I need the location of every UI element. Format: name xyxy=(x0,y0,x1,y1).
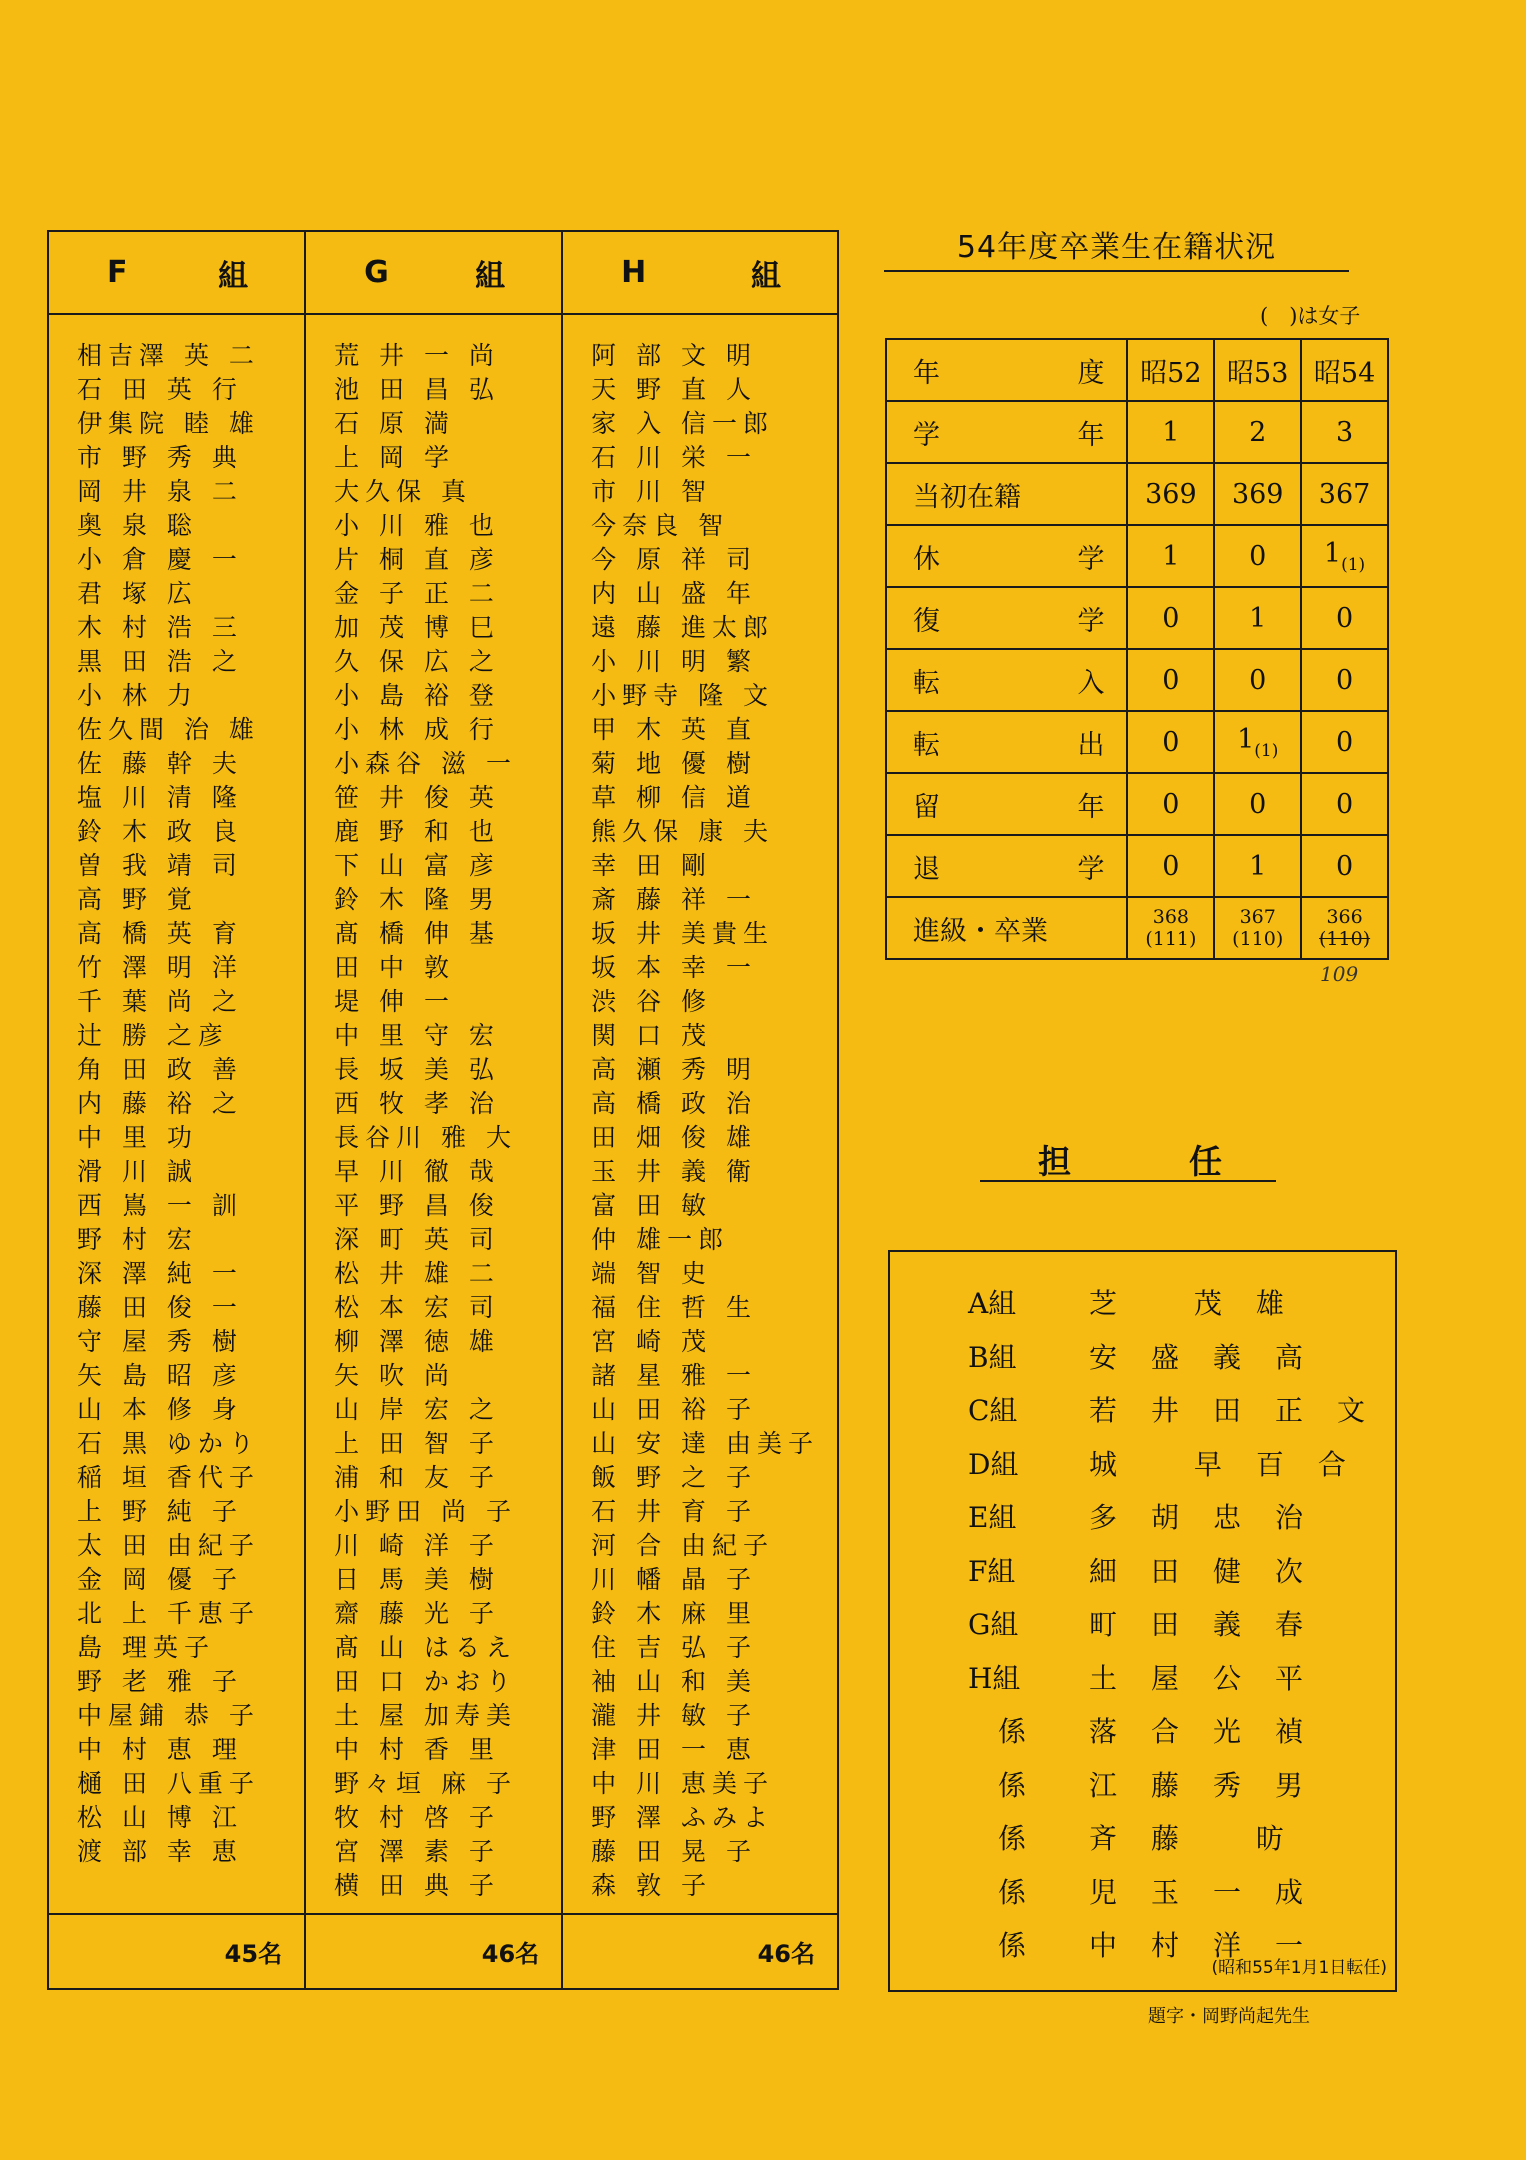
status-value xyxy=(1127,897,1214,959)
student-name: 相吉澤 英 二 xyxy=(77,341,260,370)
student-name: 髙 橋 伸 基 xyxy=(334,919,500,948)
teacher-title-char: 任 xyxy=(1189,1142,1222,1181)
label-char: 転 xyxy=(913,729,940,761)
student-name: 長 坂 美 弘 xyxy=(334,1055,500,1084)
status-row xyxy=(886,401,1388,463)
label-char: 学 xyxy=(1077,853,1105,885)
student-name: 高 橋 政 治 xyxy=(591,1089,757,1118)
label-char: 復 xyxy=(913,605,940,637)
student-name: 木 村 浩 三 xyxy=(77,613,243,642)
student-name: 高 野 覚 xyxy=(77,885,198,914)
total-count: 367 xyxy=(1239,906,1276,928)
student-name: 端 智 史 xyxy=(591,1259,713,1288)
label-char: 休 xyxy=(913,543,940,575)
group-g-header xyxy=(306,232,561,315)
student-name: 上 田 智 子 xyxy=(334,1429,500,1458)
group-h-names xyxy=(563,315,837,1913)
teacher-class: G組 xyxy=(968,1608,1019,1641)
group-h-header xyxy=(563,232,837,315)
status-value: 369 xyxy=(1127,463,1214,525)
handwritten-correction: 109 xyxy=(1320,962,1359,986)
student-name: 横 田 典 子 xyxy=(334,1871,500,1900)
student-name: 笹 井 俊 英 xyxy=(334,783,500,812)
student-name: 山 岸 宏 之 xyxy=(334,1395,500,1424)
teacher-row xyxy=(968,1659,1338,1699)
student-name: 藤 田 晃 子 xyxy=(591,1837,757,1866)
group-h-total: 46名 xyxy=(563,1913,837,1988)
group-f-names xyxy=(49,315,304,1913)
student-name: 土 屋 加寿美 xyxy=(334,1701,517,1730)
status-row xyxy=(886,711,1388,773)
teacher-note: (昭和55年1月1日転任) xyxy=(1211,1958,1387,1978)
status-header-row xyxy=(886,339,1388,401)
status-value: 0 xyxy=(1301,773,1388,835)
label-char: 留 xyxy=(913,791,940,823)
teacher-class: A組 xyxy=(968,1287,1017,1320)
group-letter: G xyxy=(364,255,389,290)
group-g-column xyxy=(306,232,563,1988)
student-name: 伊集院 睦 雄 xyxy=(77,409,260,438)
student-name: 福 住 哲 生 xyxy=(591,1293,757,1322)
student-name: 野々垣 麻 子 xyxy=(334,1769,517,1798)
status-year: 昭53 xyxy=(1214,339,1301,401)
status-value: 367 xyxy=(1301,463,1388,525)
student-name: 齋 藤 光 子 xyxy=(334,1599,500,1628)
student-name: 矢 吹 尚 xyxy=(334,1361,455,1390)
student-name: 平 野 昌 俊 xyxy=(334,1191,500,1220)
status-label xyxy=(886,587,1127,649)
student-name: 辻 勝 之彦 xyxy=(77,1021,229,1050)
student-name: 堤 伸 一 xyxy=(334,987,455,1016)
student-name: 牧 村 啓 子 xyxy=(334,1803,500,1832)
status-label xyxy=(886,401,1127,463)
student-name: 黒 田 浩 之 xyxy=(77,647,243,676)
teacher-class: E組 xyxy=(968,1501,1017,1534)
student-name: 宮 澤 素 子 xyxy=(334,1837,500,1866)
status-value: 1 xyxy=(1127,525,1214,587)
teacher-row xyxy=(968,1498,1338,1538)
student-name: 君 塚 広 xyxy=(77,579,198,608)
student-name: 松 本 宏 司 xyxy=(334,1293,500,1322)
student-name: 曽 我 靖 司 xyxy=(77,851,243,880)
teacher-row xyxy=(968,1712,1338,1752)
label-char: 退 xyxy=(913,853,940,885)
student-name: 守 屋 秀 樹 xyxy=(77,1327,243,1356)
status-value: 0 xyxy=(1301,649,1388,711)
group-kumi: 組 xyxy=(475,258,506,294)
group-letter: H xyxy=(621,255,647,290)
status-value: 1 xyxy=(1214,587,1301,649)
teacher-class: H組 xyxy=(968,1661,1021,1695)
teacher-name: 安盛義高 xyxy=(1089,1340,1338,1374)
student-name: 中 川 恵美子 xyxy=(591,1769,775,1798)
teacher-class: D組 xyxy=(968,1447,1019,1481)
student-name: 上 野 純 子 xyxy=(77,1497,243,1526)
student-name: 塩 川 清 隆 xyxy=(77,783,243,812)
total-count: 368 xyxy=(1152,906,1189,928)
status-label: 進級・卒業 xyxy=(886,897,1127,959)
student-name: 内 藤 裕 之 xyxy=(77,1089,243,1118)
student-name: 田 中 敦 xyxy=(334,953,455,982)
student-name: 小 林 成 行 xyxy=(334,715,500,744)
status-label xyxy=(886,525,1127,587)
status-value xyxy=(1214,897,1301,959)
teacher-class: C組 xyxy=(968,1394,1018,1427)
teacher-row xyxy=(968,1926,1338,1966)
student-name: 関 口 茂 xyxy=(591,1021,713,1050)
student-name: 田 口 かおり xyxy=(334,1667,517,1696)
student-name: 河 合 由紀子 xyxy=(591,1531,775,1560)
group-f-header xyxy=(49,232,304,315)
teacher-name: 児玉一成 xyxy=(1089,1875,1338,1909)
status-value: 0 xyxy=(1214,525,1301,587)
status-row xyxy=(886,773,1388,835)
student-name: 竹 澤 明 洋 xyxy=(77,953,243,982)
student-name: 今 原 祥 司 xyxy=(591,545,757,574)
student-name: 石 井 育 子 xyxy=(591,1497,757,1526)
student-name: 野 村 宏 xyxy=(77,1225,198,1254)
student-name: 野 澤 ふみよ xyxy=(591,1803,775,1832)
group-g-names xyxy=(306,315,561,1913)
student-name: 山 田 裕 子 xyxy=(591,1395,757,1424)
status-value: 0 xyxy=(1214,649,1301,711)
group-kumi: 組 xyxy=(751,258,781,294)
student-name: 小 林 力 xyxy=(77,681,198,710)
student-name: 滑 川 誠 xyxy=(77,1157,198,1186)
enrollment-status-table xyxy=(885,338,1389,960)
label-char: 年 xyxy=(1077,419,1105,451)
teacher-class: F組 xyxy=(968,1554,1016,1588)
student-name: 坂 井 美貴生 xyxy=(591,919,775,948)
student-name: 瀧 井 敏 子 xyxy=(591,1701,757,1730)
student-name: 渡 部 幸 恵 xyxy=(77,1837,243,1866)
student-name: 太 田 由紀子 xyxy=(77,1531,260,1560)
title-credit: 題字・岡野尚起先生 xyxy=(1148,2006,1310,2027)
status-year: 昭54 xyxy=(1301,339,1388,401)
student-name: 西 牧 孝 治 xyxy=(334,1089,500,1118)
teacher-name: 多胡忠治 xyxy=(1089,1501,1338,1534)
student-name: 奥 泉 聡 xyxy=(77,511,198,540)
student-name: 鈴 木 隆 男 xyxy=(334,885,500,914)
student-name: 藤 田 俊 一 xyxy=(77,1293,243,1322)
student-name: 川 崎 洋 子 xyxy=(334,1531,500,1560)
teacher-class: B組 xyxy=(968,1340,1017,1374)
label-char: 学 xyxy=(913,419,940,451)
status-value: 3 xyxy=(1301,401,1388,463)
student-name: 加 茂 博 巳 xyxy=(334,613,500,642)
student-name: 今奈良 智 xyxy=(591,511,730,540)
student-name: 石 川 栄 一 xyxy=(591,443,757,472)
student-name: 小野田 尚 子 xyxy=(334,1497,517,1526)
teacher-class: 係 xyxy=(998,1768,1027,1802)
teacher-name: 城 早百合 xyxy=(1089,1447,1380,1481)
teacher-row xyxy=(968,1445,1380,1485)
teacher-row xyxy=(968,1391,1400,1431)
student-name: 小 島 裕 登 xyxy=(334,681,500,710)
student-name: 富 田 敏 xyxy=(591,1191,713,1220)
student-name: 小 倉 慶 一 xyxy=(77,545,243,574)
teacher-name: 町田義春 xyxy=(1089,1608,1338,1641)
teacher-name: 細田健次 xyxy=(1089,1554,1338,1588)
status-value: 0 xyxy=(1127,649,1214,711)
student-name: 佐 藤 幹 夫 xyxy=(77,749,243,778)
teacher-row xyxy=(968,1605,1338,1645)
student-name: 浦 和 友 子 xyxy=(334,1463,500,1492)
student-name: 石 原 満 xyxy=(334,409,455,438)
student-name: 荒 井 一 尚 xyxy=(334,341,500,370)
group-f-total: 45名 xyxy=(49,1913,304,1988)
status-value: 0 xyxy=(1127,711,1214,773)
teacher-row xyxy=(968,1284,1318,1324)
student-name: 山 安 達 由美子 xyxy=(591,1429,819,1458)
student-name: 斎 藤 祥 一 xyxy=(591,885,757,914)
status-row xyxy=(886,835,1388,897)
student-name: 角 田 政 善 xyxy=(77,1055,243,1084)
female-count: (1) xyxy=(1254,740,1279,761)
student-name: 石 黒 ゆかり xyxy=(77,1429,260,1458)
status-value xyxy=(1301,897,1388,959)
label-char: 年 xyxy=(1077,791,1105,823)
student-name: 玉 井 義 衛 xyxy=(591,1157,757,1186)
teacher-class: 係 xyxy=(998,1929,1027,1962)
student-name: 高 橋 英 育 xyxy=(77,919,243,948)
student-name: 千 葉 尚 之 xyxy=(77,987,243,1016)
student-name: 山 本 修 身 xyxy=(77,1395,243,1424)
student-name: 樋 田 八重子 xyxy=(77,1769,260,1798)
teacher-row xyxy=(968,1338,1338,1378)
student-name: 熊久保 康 夫 xyxy=(591,817,775,846)
status-label xyxy=(886,773,1127,835)
label-char: 転 xyxy=(913,667,940,699)
student-name: 市 川 智 xyxy=(591,477,713,506)
teacher-name: 中村洋一 xyxy=(1089,1929,1338,1962)
status-label xyxy=(886,463,1127,525)
teachers-box xyxy=(888,1250,1400,1992)
status-label xyxy=(886,339,1127,401)
status-value: 2 xyxy=(1214,401,1301,463)
status-title: 54年度卒業生在籍状況 xyxy=(884,228,1349,272)
group-h-column xyxy=(563,232,837,1988)
label-char: 度 xyxy=(1077,357,1105,389)
status-value: 1 xyxy=(1214,835,1301,897)
teacher-row xyxy=(968,1819,1318,1859)
teacher-row xyxy=(968,1552,1338,1592)
status-value: 0 xyxy=(1127,835,1214,897)
status-value: 0 xyxy=(1301,587,1388,649)
status-row xyxy=(886,587,1388,649)
student-name: 中 村 恵 理 xyxy=(77,1735,243,1764)
student-name: 稲 垣 香代子 xyxy=(77,1463,260,1492)
teacher-class: 係 xyxy=(998,1715,1027,1748)
label-char: 学 xyxy=(1077,605,1105,637)
teacher-name: 斉藤 昉 xyxy=(1089,1822,1318,1855)
student-name: 小 川 明 繁 xyxy=(591,647,757,676)
student-name: 島 理英子 xyxy=(77,1633,215,1662)
group-g-total: 46名 xyxy=(306,1913,561,1988)
label-text: 当初在籍 xyxy=(913,481,1021,513)
student-name: 川 幡 晶 子 xyxy=(591,1565,757,1594)
status-value: 0 xyxy=(1127,587,1214,649)
student-name: 西 嶌 一 訓 xyxy=(77,1191,243,1220)
status-row xyxy=(886,525,1388,587)
student-name: 大久保 真 xyxy=(334,477,473,506)
status-label xyxy=(886,835,1127,897)
student-name: 幸 田 剛 xyxy=(591,851,713,880)
student-name: 鈴 木 麻 里 xyxy=(591,1599,757,1628)
student-name: 池 田 昌 弘 xyxy=(334,375,500,404)
status-value: $1_{(1)}$ xyxy=(1214,711,1301,773)
teacher-name: 落合光禎 xyxy=(1089,1715,1338,1748)
student-name: 片 桐 直 彦 xyxy=(334,545,500,574)
teacher-class: 係 xyxy=(998,1822,1027,1855)
student-name: 住 吉 弘 子 xyxy=(591,1633,757,1662)
female-count: (110) xyxy=(1319,928,1371,950)
student-name: 北 上 千恵子 xyxy=(77,1599,260,1628)
student-name: 髙 山 はるえ xyxy=(334,1633,517,1662)
teacher-title xyxy=(980,1136,1276,1182)
teacher-row xyxy=(968,1873,1338,1913)
total-count: 366 xyxy=(1326,906,1363,928)
student-name: 下 山 富 彦 xyxy=(334,851,500,880)
student-name: 菊 地 優 樹 xyxy=(591,749,757,778)
student-name: 小森谷 滋 一 xyxy=(334,749,517,778)
student-name: 遠 藤 進太郎 xyxy=(591,613,775,642)
student-name: 佐久間 治 雄 xyxy=(77,715,260,744)
teacher-name: 土屋公平 xyxy=(1089,1661,1338,1695)
teacher-class: 係 xyxy=(998,1875,1027,1909)
student-name: 上 岡 学 xyxy=(334,443,455,472)
student-name: 小野寺 隆 文 xyxy=(591,681,775,710)
student-name: 長谷川 雅 大 xyxy=(334,1123,517,1152)
student-name: 中屋鋪 恭 子 xyxy=(77,1701,260,1730)
status-value: 0 xyxy=(1301,711,1388,773)
group-letter: F xyxy=(107,255,128,290)
label-char: 学 xyxy=(1077,543,1105,575)
status-year: 昭52 xyxy=(1127,339,1214,401)
student-name: 津 田 一 恵 xyxy=(591,1735,757,1764)
student-name: 岡 井 泉 二 xyxy=(77,477,243,506)
student-name: 小 川 雅 也 xyxy=(334,511,500,540)
status-value: 0 xyxy=(1301,835,1388,897)
status-label xyxy=(886,649,1127,711)
class-rosters-table xyxy=(47,230,839,1990)
student-name: 松 井 雄 二 xyxy=(334,1259,500,1288)
student-name: 石 田 英 行 xyxy=(77,375,243,404)
student-name: 中 村 香 里 xyxy=(334,1735,500,1764)
student-name: 家 入 信一郎 xyxy=(591,409,775,438)
student-name: 阿 部 文 明 xyxy=(591,341,757,370)
student-name: 甲 木 英 直 xyxy=(591,715,757,744)
student-name: 鈴 木 政 良 xyxy=(77,817,243,846)
student-name: 深 澤 純 一 xyxy=(77,1259,243,1288)
student-name: 田 畑 俊 雄 xyxy=(591,1123,757,1152)
group-f-column xyxy=(49,232,306,1988)
teacher-name: 芝 茂雄 xyxy=(1089,1287,1318,1320)
student-name: 鹿 野 和 也 xyxy=(334,817,500,846)
student-name: 金 岡 優 子 xyxy=(77,1565,243,1594)
student-name: 草 柳 信 道 xyxy=(591,783,757,812)
female-count: (110) xyxy=(1232,928,1284,950)
student-name: 早 川 徹 哉 xyxy=(334,1157,500,1186)
teacher-name: 若井田正文 xyxy=(1089,1394,1400,1427)
student-name: 野 老 雅 子 xyxy=(77,1667,243,1696)
student-name: 日 馬 美 樹 xyxy=(334,1565,500,1594)
student-name: 飯 野 之 子 xyxy=(591,1463,757,1492)
student-name: 市 野 秀 典 xyxy=(77,443,243,472)
status-final-row xyxy=(886,897,1388,959)
status-row xyxy=(886,649,1388,711)
student-name: 金 子 正 二 xyxy=(334,579,500,608)
student-name: 中 里 守 宏 xyxy=(334,1021,500,1050)
student-name: 松 山 博 江 xyxy=(77,1803,243,1832)
status-note: ( )は女子 xyxy=(1260,304,1361,328)
status-value: 1 xyxy=(1127,401,1214,463)
student-name: 久 保 広 之 xyxy=(334,647,500,676)
student-name: 内 山 盛 年 xyxy=(591,579,757,608)
label-char: 出 xyxy=(1077,729,1105,761)
teacher-title-char: 担 xyxy=(1038,1142,1071,1181)
student-name: 渋 谷 修 xyxy=(591,987,713,1016)
student-name: 矢 島 昭 彦 xyxy=(77,1361,243,1390)
student-name: 仲 雄一郎 xyxy=(591,1225,730,1254)
student-name: 坂 本 幸 一 xyxy=(591,953,757,982)
female-count: (111) xyxy=(1145,928,1197,950)
student-name: 深 町 英 司 xyxy=(334,1225,500,1254)
status-value: $1_{(1)}$ xyxy=(1301,525,1388,587)
student-name: 天 野 直 人 xyxy=(591,375,757,404)
student-name: 宮 崎 茂 xyxy=(591,1327,713,1356)
label-char: 年 xyxy=(913,357,940,389)
status-row xyxy=(886,463,1388,525)
status-value: 0 xyxy=(1214,773,1301,835)
group-kumi: 組 xyxy=(218,258,249,294)
student-name: 柳 澤 徳 雄 xyxy=(334,1327,500,1356)
female-count: (1) xyxy=(1341,554,1366,575)
teacher-row xyxy=(968,1766,1338,1806)
status-value: 0 xyxy=(1127,773,1214,835)
student-name: 高 瀬 秀 明 xyxy=(591,1055,757,1084)
label-char: 入 xyxy=(1077,667,1105,699)
student-name: 袖 山 和 美 xyxy=(591,1667,757,1696)
status-label xyxy=(886,711,1127,773)
status-value: 369 xyxy=(1214,463,1301,525)
teacher-name: 江藤秀男 xyxy=(1089,1768,1338,1802)
student-name: 森 敦 子 xyxy=(591,1871,713,1900)
student-name: 中 里 功 xyxy=(77,1123,198,1152)
student-name: 諸 星 雅 一 xyxy=(591,1361,757,1390)
